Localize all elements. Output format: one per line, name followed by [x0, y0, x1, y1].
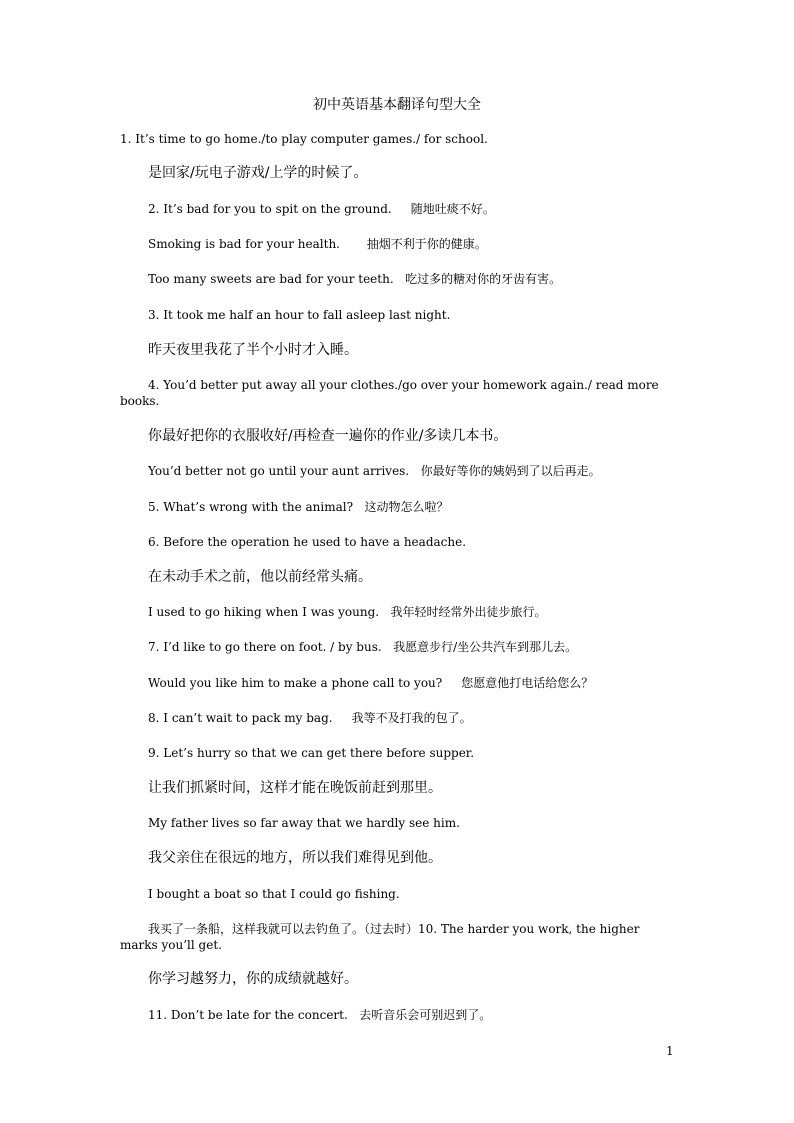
sentence-line: 11. Don’t be late for the concert. 去听音乐会可别迟到了。 — [148, 1008, 492, 1022]
sentence-line: Would you like him to make a phone call to you? 您愿意他打电话给您么？ — [148, 676, 594, 690]
sentence-line: I bought a boat so that I could go fishing. — [148, 887, 400, 901]
sentence-line: 3. It took me half an hour to fall asleep last night. — [148, 308, 451, 322]
sentence-line: 1. It’s time to go home./to play computer games./ for school. — [120, 132, 488, 146]
sentence-line: I used to go hiking when I was young. 我年轻时经常外出徒步旅行。 — [148, 605, 547, 619]
translation-line: 你最好把你的衣服收好/再检查一遍你的作业/多读几本书。 — [148, 428, 508, 444]
sentence-line: You’d better not go until your aunt arrives. 你最好等你的姨妈到了以后再走。 — [148, 464, 601, 478]
sentence-line: 2. It’s bad for you to spit on the ground. 随地吐痰不好。 — [148, 202, 495, 216]
translation-line: 昨天夜里我花了半个小时才入睡。 — [148, 342, 358, 358]
sentence-line: Too many sweets are bad for your teeth. 吃过多的糖对你的牙齿有害。 — [148, 272, 562, 286]
sentence-line: 4. You’d better put away all your clothes./go over your homework again./ read more books. — [120, 378, 659, 408]
sentence-line: 7. I’d like to go there on foot. / by bus. 我愿意步行/坐公共汽车到那儿去。 — [148, 640, 578, 654]
document-title: 初中英语基本翻译句型大全 — [313, 97, 481, 113]
translation-line: 你学习越努力，你的成绩就越好。 — [148, 971, 358, 987]
sentence-line: 9. Let’s hurry so that we can get there before supper. — [148, 746, 475, 760]
sentence-line: 6. Before the operation he used to have a headache. — [148, 535, 467, 549]
translation-line: 我父亲住在很远的地方，所以我们难得见到他。 — [148, 850, 442, 866]
sentence-line: Smoking is bad for your health. 抽烟不利于你的健康。 — [148, 237, 487, 251]
sentence-line: 我买了一条船，这样我就可以去钓鱼了。（过去时）10. The harder you work, the higher marks you’ll get. — [120, 922, 640, 952]
translation-line: 是回家/玩电子游戏/上学的时候了。 — [148, 165, 368, 181]
page-number: 1 — [666, 1044, 674, 1058]
sentence-line: My father lives so far away that we hardly see him. — [148, 816, 460, 830]
sentence-line: 5. What’s wrong with the animal? 这动物怎么啦？ — [148, 500, 449, 514]
translation-line: 让我们抓紧时间，这样才能在晚饭前赶到那里。 — [148, 780, 442, 796]
sentence-line: 8. I can’t wait to pack my bag. 我等不及打我的包了。 — [148, 711, 472, 725]
translation-line: 在未动手术之前，他以前经常头痛。 — [148, 569, 372, 585]
